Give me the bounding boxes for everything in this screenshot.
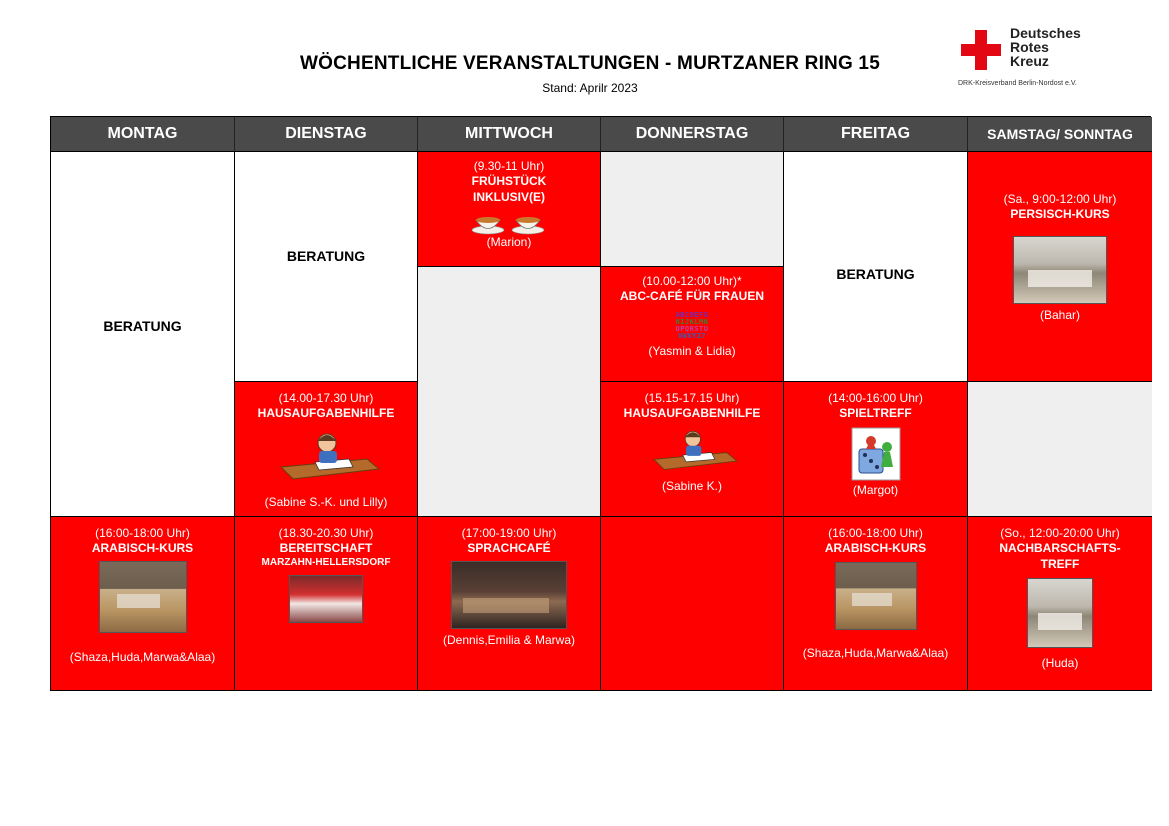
event-name: NACHBARSCHAFTS- [999,541,1121,555]
event-person: (Sabine S.-K. und Lilly) [264,495,388,509]
persisch-kurs-photo [1013,236,1107,304]
event-subname: INKLUSIV(E) [473,190,545,204]
day-header-donnerstag: DONNERSTAG [601,117,784,152]
game-dice-icon [851,427,901,481]
donnerstag-empty [601,152,784,267]
red-cross-icon [961,30,1001,70]
event-subname: TREFF [1040,557,1080,571]
freitag-arabisch-kurs [784,517,968,691]
coffee-cups-icon [470,211,548,235]
event-time: (18.30-20.30 Uhr) [278,526,374,540]
event-time: (16:00-18:00 Uhr) [95,526,190,540]
stand-date: Stand: Aprilr 2023 [542,81,638,95]
event-name: FRÜHSTÜCK [471,174,547,188]
page-title: WÖCHENTLICHE VERANSTALTUNGEN - MURTZANER RING 15 [300,53,880,74]
event-name: HAUSAUFGABENHILFE [623,406,761,420]
freitag-spieltreff [784,382,968,517]
donnerstag-abc-cafe [601,267,784,382]
event-time: (9.30-11 Uhr) [473,159,545,173]
event-person: (Dennis,Emilia & Marwa) [442,633,576,647]
donnerstag-abend-empty [601,517,784,691]
event-person: (Bahar) [1039,308,1080,322]
montag-beratung [51,152,235,517]
freitag-beratung [784,152,968,382]
event-time: (So., 12:00-20:00 Uhr) [1000,526,1120,540]
event-person: (Margot) [852,483,899,497]
beratung-label: BERATUNG [103,318,182,334]
event-name: SPRACHCAFÉ [467,541,551,555]
day-header-wochenende: SAMSTAG/ SONNTAG [968,117,1152,152]
event-subname: MARZAHN-HELLERSDORF [261,557,391,568]
event-name: ABC-CAFÉ FÜR FRAUEN [620,289,764,303]
beratung-label: BERATUNG [836,266,915,282]
mittwoch-fruehstueck [418,152,601,267]
event-person: (Huda) [1041,656,1079,670]
event-time: (Sa., 9:00-12:00 Uhr) [1003,192,1117,206]
homework-child-icon [267,429,385,483]
alphabet-icon: ABCDEFG HIJKLMN OPQRSTU VWXYZ? [675,311,709,340]
mittwoch-sprachcafe [418,517,601,691]
day-header-montag: MONTAG [51,117,235,152]
sonntag-nachbarschaftstreff [968,517,1152,691]
day-header-freitag: FREITAG [784,117,968,152]
homework-child-icon [642,427,742,473]
event-time: (10.00-12:00 Uhr)* [642,274,742,288]
event-name: BEREITSCHAFT [279,541,373,555]
event-name: PERSISCH-KURS [1010,207,1110,221]
logo-subtitle: DRK-Kreisverband Berlin-Nordost e.V. [958,80,1077,87]
event-time: (14:00-16:00 Uhr) [828,391,923,405]
arabisch-kurs-photo [99,561,187,633]
day-header-dienstag: DIENSTAG [235,117,418,152]
sprachcafe-photo [451,561,567,629]
nachbarschaftstreff-photo [1027,578,1093,648]
montag-arabisch-kurs [51,517,235,691]
event-name: HAUSAUFGABENHILFE [257,406,395,420]
drk-logo [958,26,1098,90]
event-person: (Shaza,Huda,Marwa&Alaa) [802,646,949,660]
samstag-persisch-kurs [968,152,1152,382]
event-time: (16:00-18:00 Uhr) [828,526,923,540]
mittwoch-empty [418,267,601,517]
donnerstag-hausaufgabenhilfe [601,382,784,517]
event-name: SPIELTREFF [839,406,912,420]
arabisch-kurs-photo [835,562,917,630]
event-time: (14.00-17.30 Uhr) [278,391,374,405]
dienstag-hausaufgabenhilfe [235,382,418,517]
event-time: (15.15-17.15 Uhr) [644,391,740,405]
dienstag-beratung [235,152,418,382]
bereitschaft-photo [289,575,363,623]
event-person: (Sabine K.) [661,479,723,493]
beratung-label: BERATUNG [286,248,366,264]
day-header-mittwoch: MITTWOCH [418,117,601,152]
logo-wordmark: Deutsches Rotes Kreuz [1010,25,1081,69]
event-time: (17:00-19:00 Uhr) [461,526,557,540]
event-person: (Yasmin & Lidia) [648,344,736,358]
event-person: (Marion) [486,235,532,249]
dienstag-bereitschaft [235,517,418,691]
event-name: ARABISCH-KURS [824,541,927,555]
schedule-table [50,116,1151,691]
event-person: (Shaza,Huda,Marwa&Alaa) [69,650,216,664]
wochenende-empty [968,382,1152,517]
event-name: ARABISCH-KURS [91,541,194,555]
